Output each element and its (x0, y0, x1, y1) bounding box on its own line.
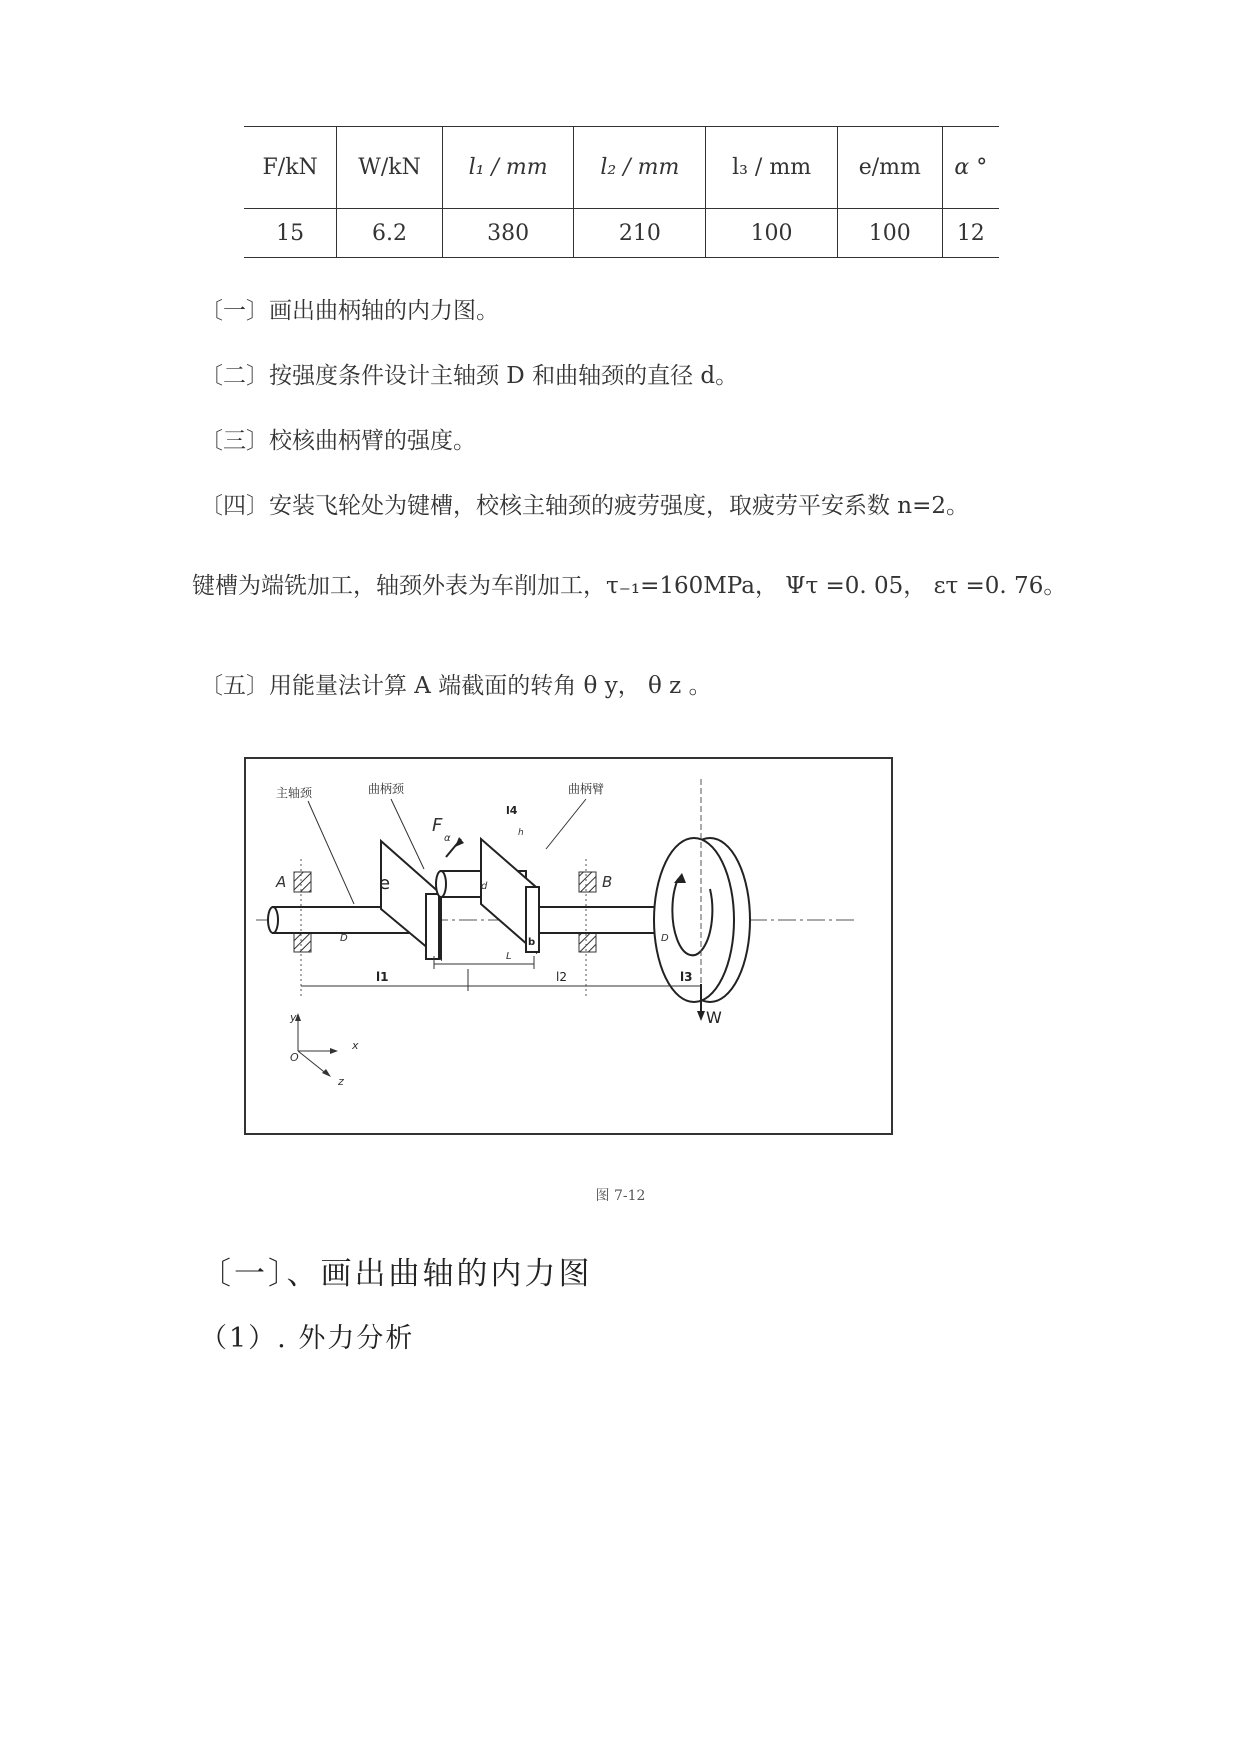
value-alpha: 12 (942, 209, 999, 258)
header-e: e/mm (837, 127, 942, 209)
task-4: 〔四〕安装飞轮处为键槽，校核主轴颈的疲劳强度，取疲劳平安系数 n=2。 (200, 493, 970, 519)
task-1: 〔一〕画出曲柄轴的内力图。 (200, 298, 499, 324)
bearing-B-top (579, 872, 596, 892)
figure-caption: 图 7-12 (595, 1188, 646, 1204)
table-header-row (244, 127, 999, 209)
value-l1: 380 (442, 209, 574, 258)
label-alpha: α (444, 833, 451, 844)
label-crank-journal: 曲柄颈 (368, 782, 405, 796)
label-l3: l3 (680, 970, 693, 984)
header-l1: l₁ / mm (442, 127, 574, 209)
header-W: W/kN (337, 127, 442, 209)
subsection-heading: （1）. 外力分析 (200, 1323, 415, 1354)
label-y: y (290, 1011, 297, 1024)
label-B: B (602, 873, 613, 891)
label-d: d (481, 881, 488, 892)
bearing-A-top (294, 872, 311, 892)
label-F: F (432, 815, 443, 836)
label-D-right: D (661, 933, 669, 944)
label-z: z (338, 1075, 344, 1088)
label-l2: l2 (556, 970, 567, 984)
label-O: O (290, 1051, 299, 1064)
label-L: L (506, 951, 512, 962)
label-W: W (706, 1008, 722, 1027)
bearing-A-bottom (294, 932, 311, 952)
header-alpha: α ° (942, 127, 999, 209)
value-F: 15 (276, 220, 305, 246)
label-A: A (276, 873, 287, 891)
section-heading: 〔一〕、画出曲轴的内力图 (200, 1256, 593, 1292)
label-x: x (352, 1039, 359, 1052)
header-l3: l₃ / mm (706, 127, 838, 209)
label-crank-arm: 曲柄臂 (568, 782, 605, 796)
crankshaft-figure (244, 757, 893, 1135)
value-e: 100 (837, 209, 942, 258)
value-l2: 210 (574, 209, 706, 258)
task-5: 〔五〕用能量法计算 A 端截面的转角 θ y， θ z 。 (200, 673, 712, 699)
label-h: h (518, 828, 524, 838)
crankshaft-drawing (246, 759, 891, 1133)
label-D-left: D (340, 933, 348, 944)
bearing-B-bottom (579, 932, 596, 952)
label-main-journal: 主轴颈 (276, 786, 313, 800)
label-b: b (528, 937, 536, 948)
task-2: 〔二〕按强度条件设计主轴颈 D 和曲轴颈的直径 d。 (200, 363, 739, 389)
task-4-continued: 键槽为端铣加工，轴颈外表为车削加工，τ₋₁=160MPa， Ψτ =0. 05， ετ =0. 76。 (192, 573, 1067, 599)
value-W: 6.2 (337, 209, 442, 258)
task-3: 〔三〕校核曲柄臂的强度。 (200, 428, 476, 454)
label-e: e (379, 873, 391, 894)
parameter-table (244, 126, 999, 258)
label-l1: l1 (376, 970, 389, 984)
label-l4: l4 (506, 804, 518, 817)
value-l3: 100 (706, 209, 838, 258)
header-l2: l₂ / mm (574, 127, 706, 209)
table-row (244, 209, 999, 258)
header-F: F/kN (262, 155, 318, 180)
